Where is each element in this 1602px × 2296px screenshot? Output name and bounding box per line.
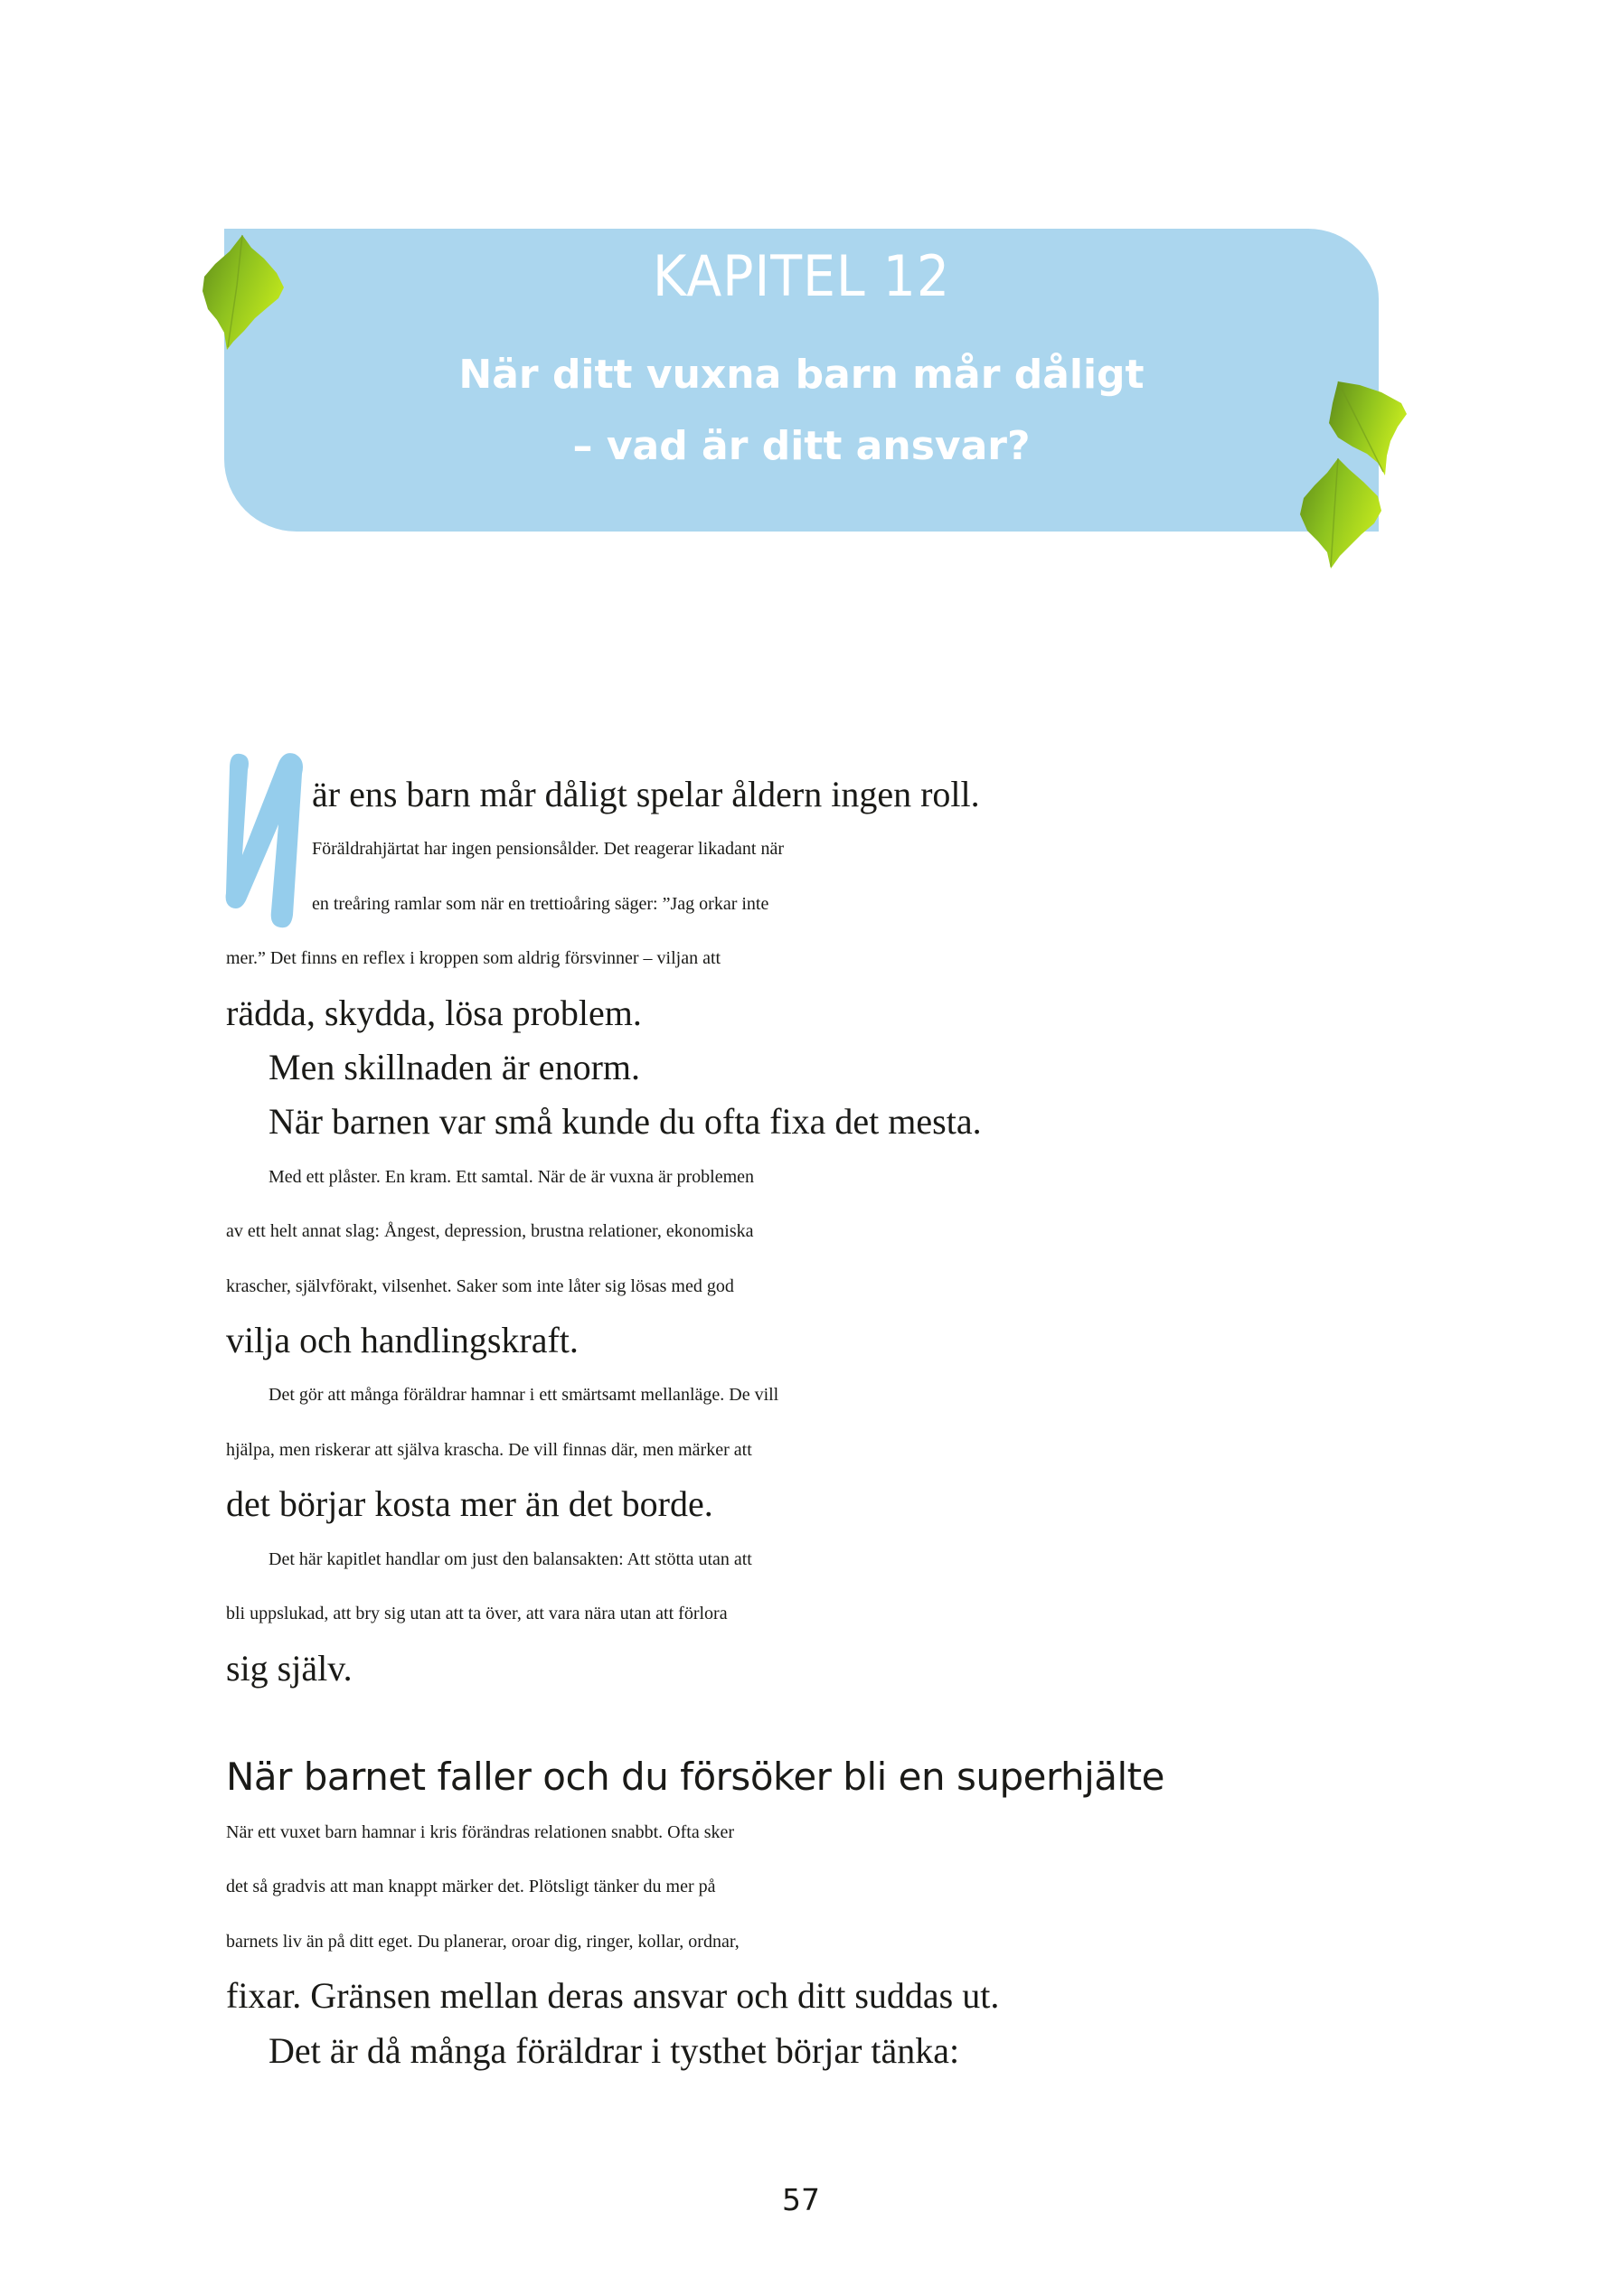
body-line: en treåring ramlar som när en trettioåring säger: ”Jag orkar inte bbox=[312, 894, 769, 914]
chapter-title bbox=[224, 339, 1379, 482]
body-line: Det är då många föräldrar i tysthet börjar tänka: bbox=[269, 2030, 960, 2071]
section-heading: När barnet faller och du försöker bli en superhjälte bbox=[226, 1755, 1164, 1799]
chapter-title-line: När ditt vuxna barn mår dåligt bbox=[458, 352, 1145, 398]
chapter-title-line: – vad är ditt ansvar? bbox=[572, 423, 1031, 469]
body-line: är ens barn mår dåligt spelar åldern ingen roll. bbox=[312, 774, 980, 814]
body-line: krascher, självförakt, vilsenhet. Saker som inte låter sig lösas med god bbox=[226, 1276, 734, 1296]
body-line: Men skillnaden är enorm. bbox=[269, 1047, 640, 1087]
body-line: barnets liv än på ditt eget. Du planerar, oroar dig, ringer, kollar, ordnar, bbox=[226, 1932, 740, 1952]
body-line: bli uppslukad, att bry sig utan att ta över, att vara nära utan att förlora bbox=[226, 1604, 728, 1623]
page-number: 57 bbox=[782, 2182, 820, 2217]
body-line: vilja och handlingskraft. bbox=[226, 1320, 579, 1360]
body-line: När ett vuxet barn hamnar i kris förändras relationen snabbt. Ofta sker bbox=[226, 1822, 735, 1842]
body-line: fixar. Gränsen mellan deras ansvar och ditt suddas ut. bbox=[226, 1975, 1000, 2016]
body-line: mer.” Det finns en reflex i kroppen som aldrig försvinner – viljan att bbox=[226, 948, 721, 968]
body-line: Med ett plåster. En kram. Ett samtal. När de är vuxna är problemen bbox=[269, 1167, 755, 1187]
chapter-label: KAPITEL 12 bbox=[652, 243, 951, 309]
body-line: sig själv. bbox=[226, 1648, 353, 1689]
body-line: hjälpa, men riskerar att själva krascha. De vill finnas där, men märker att bbox=[226, 1440, 752, 1460]
body-line: av ett helt annat slag: Ångest, depression, brustna relationer, ekonomiska bbox=[226, 1221, 754, 1241]
body-line: Det här kapitlet handlar om just den balansakten: Att stötta utan att bbox=[269, 1549, 752, 1569]
dropcap-letter bbox=[221, 747, 307, 931]
body-line: det så gradvis att man knappt märker det. Plötsligt tänker du mer på bbox=[226, 1877, 716, 1896]
body-line: Föräldrahjärtat har ingen pensionsålder. Det reagerar likadant när bbox=[312, 839, 785, 859]
body-line: rädda, skydda, lösa problem. bbox=[226, 993, 642, 1033]
body-line: Det gör att många föräldrar hamnar i ett smärtsamt mellanläge. De vill bbox=[269, 1385, 779, 1405]
body-line: det börjar kosta mer än det borde. bbox=[226, 1483, 713, 1524]
body-line: När barnen var små kunde du ofta fixa det mesta. bbox=[269, 1101, 982, 1142]
